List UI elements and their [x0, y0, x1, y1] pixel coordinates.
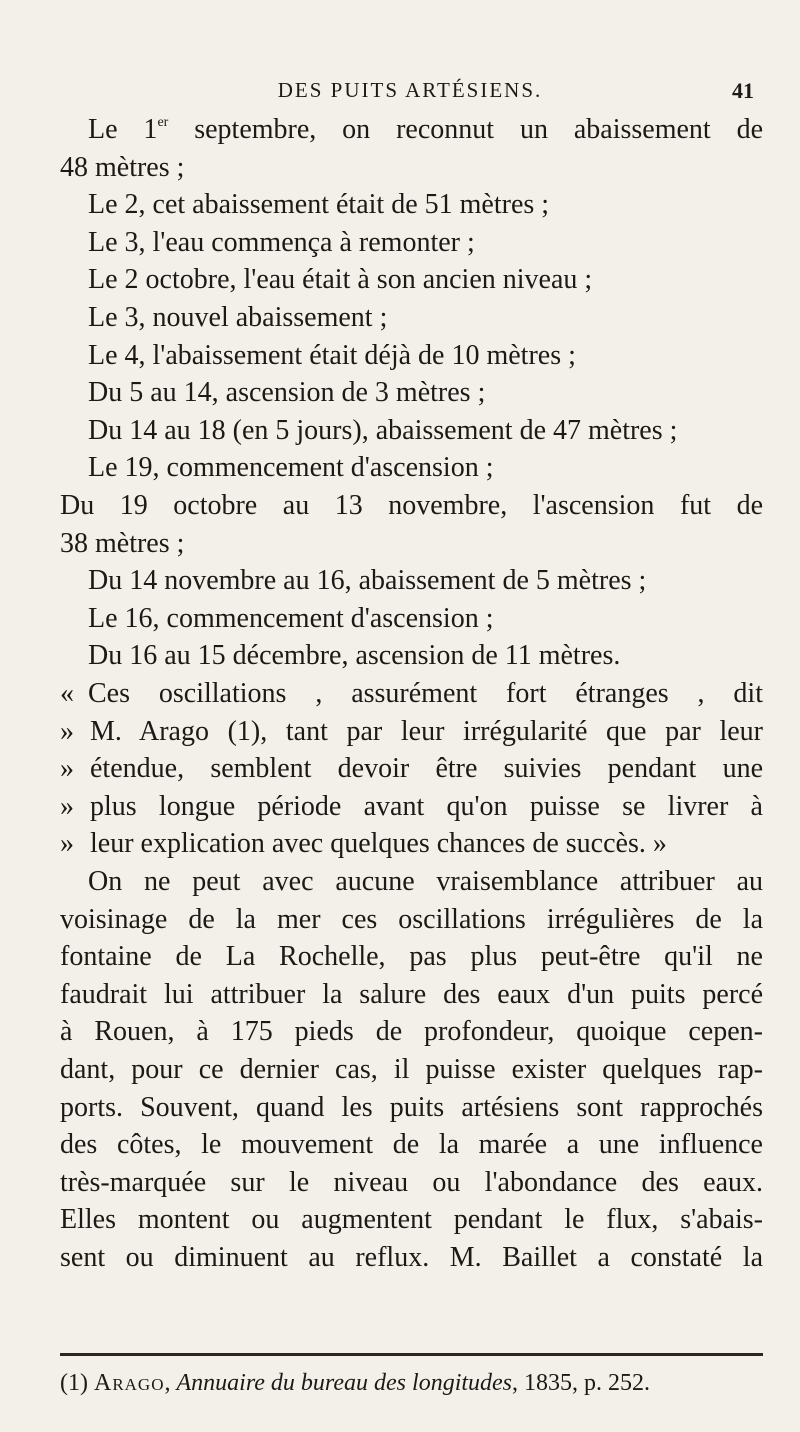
line-text-part: septembre, on reconnut un abaissement de — [168, 114, 764, 145]
text-line — [0, 451, 800, 485]
text-line — [0, 1166, 800, 1200]
text-line — [0, 602, 800, 636]
quote-mark: » — [60, 790, 74, 822]
quote-mark: » — [60, 828, 74, 860]
line-text: Du 14 au 18 (en 5 jours), abaissement de 47 mètres ; — [88, 414, 678, 446]
line-text: Le 4, l'abaissement était déjà de 10 mètres ; — [88, 339, 576, 371]
text-line — [0, 903, 800, 937]
text-line — [0, 827, 800, 861]
text-line — [0, 376, 800, 410]
text-line — [0, 790, 800, 824]
line-text: Le 3, nouvel abaissement ; — [88, 302, 388, 333]
text-line — [0, 151, 800, 185]
footnote-rest: , 1835, p. 252. — [512, 1370, 651, 1396]
line-text: leur explication avec quelques chances de succès. » — [90, 828, 667, 860]
line-text: Le 2 octobre, l'eau était à son ancien niveau ; — [88, 264, 593, 296]
line-text: plus longue période avant qu'on puisse se livrer à — [90, 790, 763, 822]
line-text: Du 14 novembre au 16, abaissement de 5 mètres ; — [88, 565, 647, 597]
text-line — [0, 978, 800, 1012]
line-text: Elles montent ou augmentent pendant le flux, s'abais- — [60, 1204, 763, 1236]
text-line — [0, 527, 800, 561]
superscript: er — [157, 115, 169, 130]
text-line — [0, 1053, 800, 1087]
line-text: Du 16 au 15 décembre, ascension de 11 mètres. — [88, 640, 621, 672]
footnote-title: Annuaire du bureau des longitudes — [176, 1370, 513, 1396]
footnote-author: Arago — [93, 1370, 165, 1396]
text-line — [0, 677, 800, 711]
text-line — [0, 1241, 800, 1275]
footnote-rule — [60, 1353, 763, 1356]
page-number: 41 — [732, 78, 754, 103]
line-text: voisinage de la mer ces oscillations irrégulières de la — [60, 903, 763, 935]
line-text — [88, 113, 763, 147]
line-text: Ces oscillations , assurément fort étranges , dit — [88, 678, 763, 709]
line-text: M. Arago (1), tant par leur irrégularité que par leur — [90, 715, 763, 747]
text-line — [0, 301, 800, 335]
text-line — [0, 752, 800, 786]
line-text: On ne peut avec aucune vraisemblance attribuer au — [88, 866, 763, 897]
text-line — [0, 1015, 800, 1049]
line-text: des côtes, le mouvement de la marée a une influence — [60, 1129, 763, 1161]
text-line — [0, 564, 800, 598]
line-text: Du 19 octobre au 13 novembre, l'ascension fut de — [60, 490, 763, 521]
text-line — [0, 489, 800, 523]
text-line — [0, 263, 800, 297]
text-line — [0, 940, 800, 974]
line-text: Le 2, cet abaissement était de 51 mètres ; — [88, 189, 550, 221]
text-line — [0, 1091, 800, 1125]
text-line — [0, 188, 800, 222]
quote-mark: » — [60, 715, 74, 747]
line-text: 38 mètres ; — [60, 527, 185, 559]
text-line — [0, 865, 800, 899]
footnote-sep: , — [164, 1370, 171, 1396]
line-text: Du 5 au 14, ascension de 3 mètres ; — [88, 377, 486, 409]
line-text: Le 3, l'eau commença à remonter ; — [88, 226, 475, 258]
line-text: sent ou diminuent au reflux. M. Baillet a constaté la — [60, 1242, 763, 1273]
page-header — [60, 78, 760, 106]
running-head: DES PUITS ARTÉSIENS. — [277, 78, 543, 102]
text-line — [0, 639, 800, 673]
line-text: Le 16, commencement d'ascension ; — [88, 602, 494, 634]
text-line — [0, 715, 800, 749]
line-text: dant, pour ce dernier cas, il puisse exister quelques rap- — [60, 1054, 763, 1085]
text-line — [0, 414, 800, 448]
quote-mark: « — [60, 678, 74, 709]
quote-mark: » — [60, 753, 74, 785]
line-text: fontaine de La Rochelle, pas plus peut-être qu'il ne — [60, 941, 763, 973]
text-line — [0, 113, 800, 147]
footnote — [60, 1368, 760, 1398]
line-text: ports. Souvent, quand les puits artésiens sont rapprochés — [60, 1091, 763, 1123]
line-text: étendue, semblent devoir être suivies pendant une — [90, 753, 763, 785]
line-text: Le 19, commencement d'ascension ; — [88, 452, 494, 484]
text-line — [0, 1128, 800, 1162]
text-line — [0, 339, 800, 373]
line-text: faudrait lui attribuer la salure des eaux d'un puits percé — [60, 978, 763, 1010]
text-line — [0, 1203, 800, 1237]
line-text: 48 mètres ; — [60, 151, 185, 183]
footnote-mark: (1) — [60, 1370, 88, 1396]
line-text: très-marquée sur le niveau ou l'abondance des eaux. — [60, 1166, 763, 1198]
text-line — [0, 226, 800, 260]
line-text: à Rouen, à 175 pieds de profondeur, quoique cepen- — [60, 1016, 763, 1048]
line-text-part: Le 1 — [88, 114, 158, 145]
